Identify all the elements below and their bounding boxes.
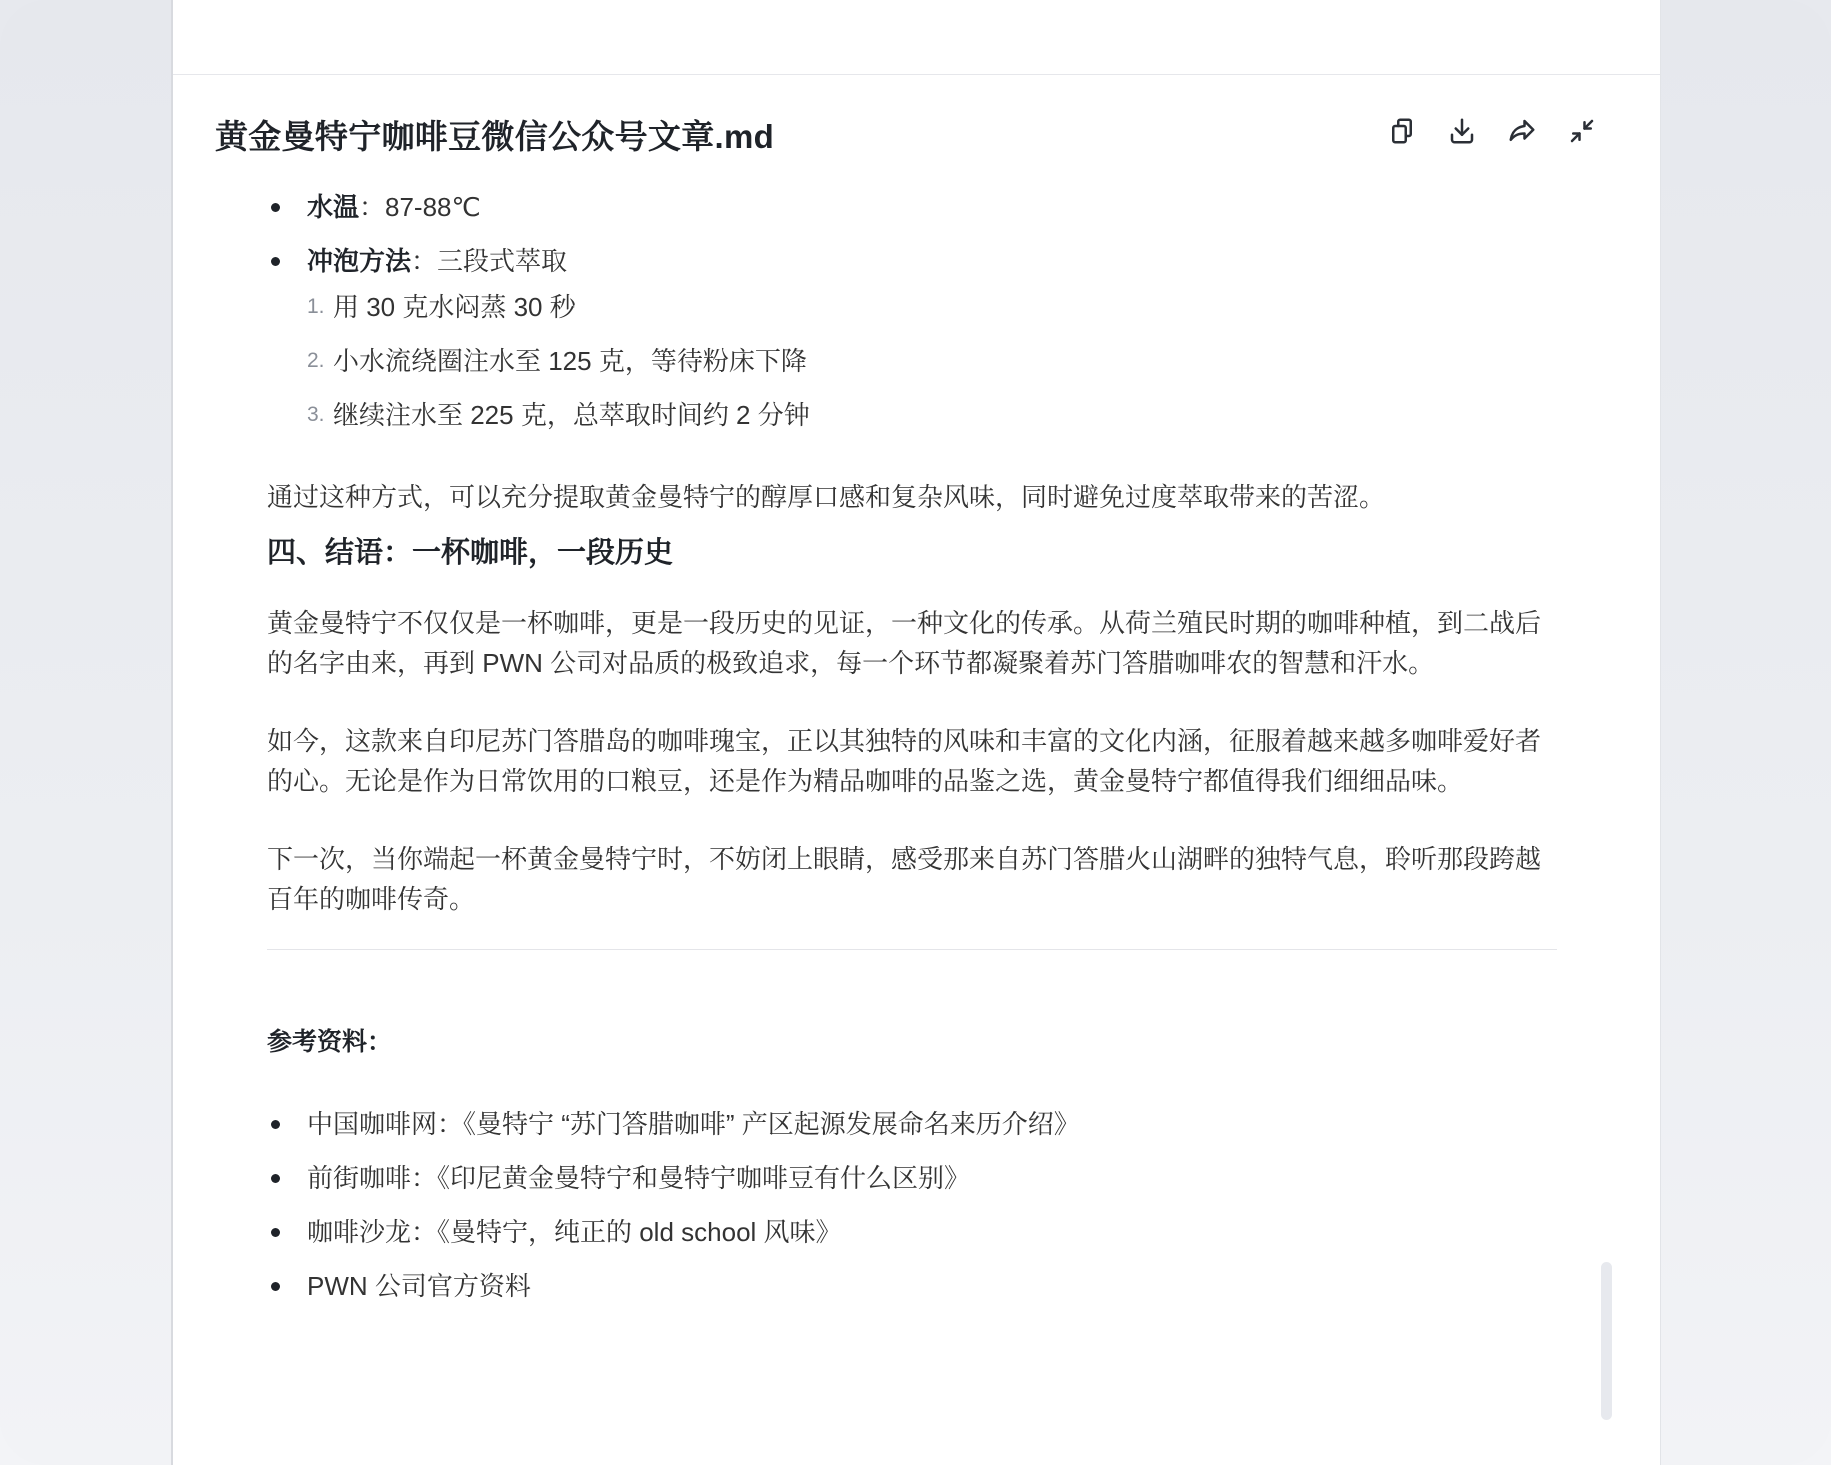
step-text: 用 30 克水闷蒸 30 秒 [333,292,576,322]
water-temp-value: ：87-88℃ [359,192,481,222]
brew-parameters-list [267,187,1557,281]
list-item [267,1104,1557,1158]
bullet-icon [271,257,280,266]
bullet-icon [271,203,280,212]
document-title: 黄金曼特宁咖啡豆微信公众号文章.md [215,118,775,155]
step-text: 继续注水至 225 克，总萃取时间约 2 分钟 [333,400,810,430]
references-label: 参考资料： [267,1028,393,1056]
vertical-scrollbar[interactable] [1601,1262,1612,1420]
conclusion-heading: 四、结语：一杯咖啡，一段历史 [267,537,674,569]
collapse-icon [1567,116,1597,146]
section-divider [267,949,1557,950]
share-button[interactable] [1504,113,1540,149]
list-item [267,1212,1557,1266]
conclusion-paragraph: 如今，这款来自印尼苏门答腊岛的咖啡瑰宝，正以其独特的风味和丰富的文化内涵，征服着越来越多咖啡爱好者的心。无论是作为日常饮用的口粮豆，还是作为精品咖啡的品鉴之选，黄金曼特宁都值得我们细细品味。 [267,726,1542,796]
method-value: ：三段式萃取 [411,246,568,276]
bullet-icon [271,1120,280,1129]
reference-text: 咖啡沙龙：《曼特宁，纯正的 old school 风味》 [307,1217,842,1247]
list-item [307,395,1557,435]
download-button[interactable] [1444,113,1480,149]
list-item [267,187,1557,241]
brew-summary: 通过这种方式，可以充分提取黄金曼特宁的醇厚口感和复杂风味，同时避免过度萃取带来的苦涩。 [267,482,1386,512]
collapse-button[interactable] [1564,113,1600,149]
share-icon [1507,116,1537,146]
conclusion-paragraph: 黄金曼特宁不仅仅是一杯咖啡，更是一段历史的见证，一种文化的传承。从荷兰殖民时期的咖啡种植，到二战后的名字由来，再到 PWN 公司对品质的极致追求，每一个环节都凝聚着苏门答腊咖啡农的智慧和汗水。 [267,608,1542,678]
bullet-icon [271,1174,280,1183]
list-item [267,241,1557,281]
download-icon [1447,116,1477,146]
step-text: 小水流绕圈注水至 125 克，等待粉床下降 [333,346,807,376]
list-item [267,1266,1557,1306]
step-number: 3. [307,403,325,426]
panel-top-area [173,0,1660,75]
markdown-preview-panel [171,0,1661,1465]
list-item [307,341,1557,381]
bullet-icon [271,1228,280,1237]
list-item [307,287,1557,327]
reference-text: 前街咖啡：《印尼黄金曼特宁和曼特宁咖啡豆有什么区别》 [307,1163,971,1193]
step-number: 1. [307,295,325,318]
brew-steps-list [267,287,1557,435]
document-header [173,75,1660,185]
list-item [267,1158,1557,1212]
copy-icon [1387,116,1417,146]
conclusion-paragraph: 下一次，当你端起一杯黄金曼特宁时，不妨闭上眼睛，感受那来自苏门答腊火山湖畔的独特气息，聆听那段跨越百年的咖啡传奇。 [267,844,1542,914]
reference-text: PWN 公司官方资料 [307,1271,531,1301]
method-label: 冲泡方法 [307,246,412,276]
references-list [267,1104,1557,1306]
bullet-icon [271,1282,280,1291]
reference-text: 中国咖啡网：《曼特宁 “苏门答腊咖啡” 产区起源发展命名来历介绍》 [307,1109,1080,1139]
step-number: 2. [307,349,325,372]
copy-button[interactable] [1384,113,1420,149]
document-toolbar [1384,113,1600,149]
water-temp-label: 水温 [307,192,360,222]
document-content [267,185,1557,1306]
